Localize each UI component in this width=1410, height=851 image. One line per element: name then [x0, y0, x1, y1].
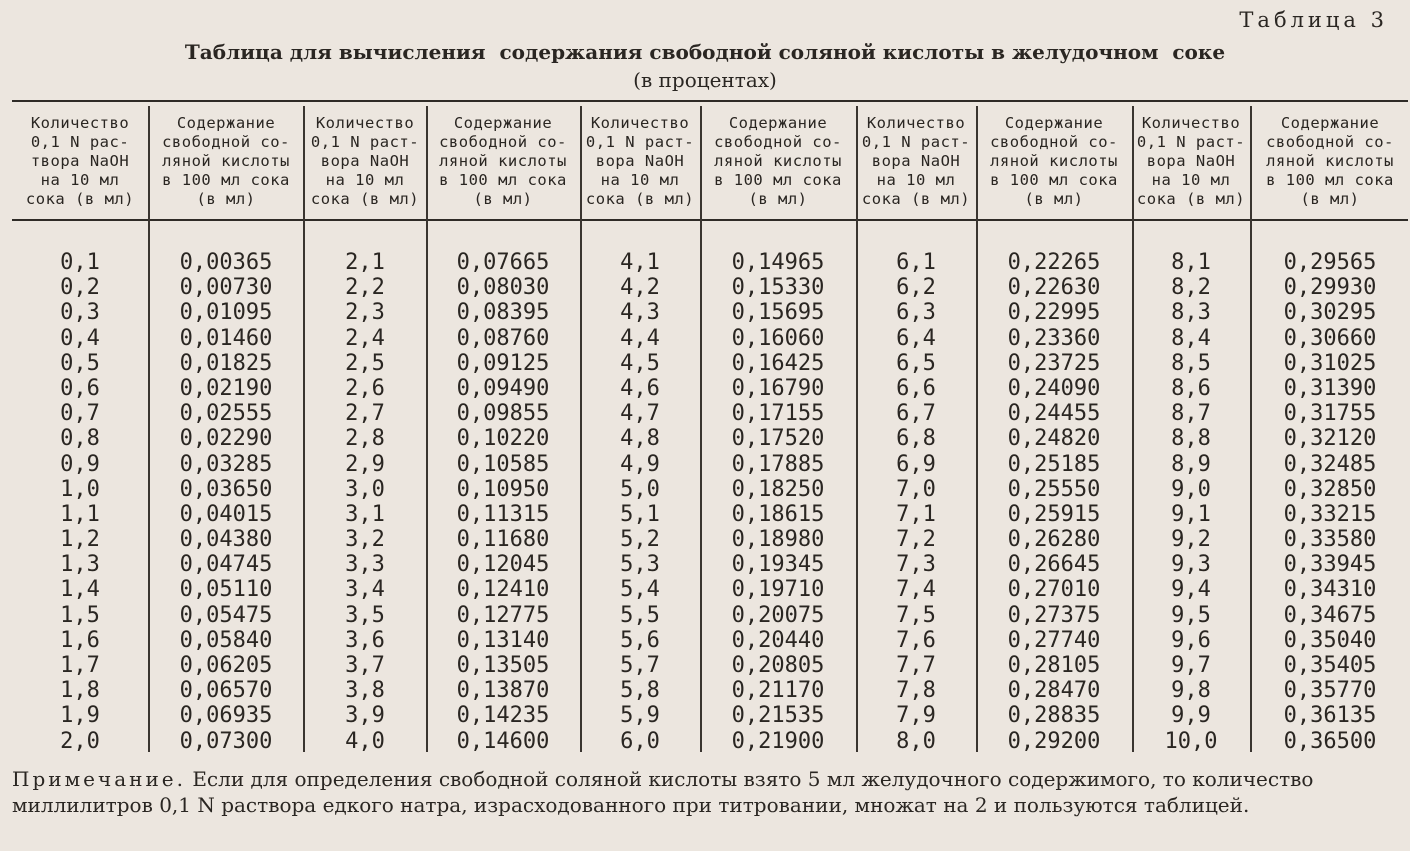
naoh-column — [304, 104, 426, 752]
naoh-value-cell: 2,2 — [345, 275, 385, 301]
hcl-value-cell: 0,23360 — [1007, 325, 1101, 351]
column-header-line: Количество — [866, 113, 966, 132]
naoh-value-cell: 1,3 — [60, 552, 100, 578]
table-subtitle: (в процентах) — [633, 68, 777, 92]
top-rule — [12, 100, 1408, 102]
column-header-line: вора NaOH — [871, 151, 961, 170]
hcl-value-cell: 0,04745 — [179, 552, 273, 578]
hcl-value-cell: 0,14965 — [731, 250, 825, 275]
naoh-value-cell: 4,1 — [620, 250, 660, 275]
column-header — [1252, 104, 1408, 218]
hcl-value-cell: 0,18250 — [731, 476, 825, 502]
naoh-value-cell: 9,7 — [1171, 653, 1211, 678]
naoh-value-cell: 7,9 — [896, 703, 936, 729]
hcl-value-cell: 0,17155 — [731, 401, 825, 427]
naoh-value-cell: 1,5 — [60, 602, 100, 628]
column-header-line: твора NaOH — [30, 151, 130, 170]
naoh-value-cell: 6,6 — [896, 375, 936, 401]
naoh-value-cell: 7,4 — [896, 577, 936, 603]
column-header-line: Содержание — [176, 113, 276, 132]
hcl-value-cell: 0,03285 — [179, 451, 273, 477]
hcl-value-cell: 0,15330 — [731, 275, 825, 301]
naoh-value-cell: 10,0 — [1164, 728, 1218, 754]
column-header-line: сока (в мл) — [1136, 189, 1246, 208]
hcl-value-cell: 0,20805 — [731, 653, 825, 678]
naoh-value-cell: 5,2 — [620, 527, 660, 553]
hcl-value-cell: 0,34310 — [1283, 577, 1377, 603]
column-header-line: вора NaOH — [320, 151, 410, 170]
naoh-value-cell: 4,4 — [620, 325, 660, 351]
column-header-line: 0,1 N раст- — [585, 132, 695, 151]
naoh-column — [12, 104, 148, 752]
hcl-value-cell: 0,03650 — [179, 476, 273, 502]
hcl-value-cell: 0,00365 — [179, 250, 273, 275]
naoh-value-cell: 7,1 — [896, 501, 936, 527]
footnote — [12, 766, 1402, 818]
hcl-value-cell: 0,36500 — [1283, 728, 1377, 754]
column-header-line: на 10 мл — [876, 170, 956, 189]
column-header — [150, 104, 302, 218]
naoh-value-cell: 7,2 — [896, 527, 936, 553]
naoh-value-cell: 9,9 — [1171, 703, 1211, 729]
hcl-value-cell: 0,17520 — [731, 426, 825, 452]
hcl-value-cell: 0,07665 — [456, 250, 550, 275]
hcl-value-cell: 0,30660 — [1283, 325, 1377, 351]
naoh-value-cell: 8,3 — [1171, 300, 1211, 326]
naoh-value-cell: 4,6 — [620, 375, 660, 401]
column-header — [702, 104, 854, 218]
hcl-value-cell: 0,05840 — [179, 627, 273, 653]
hcl-value-cell: 0,20075 — [731, 602, 825, 628]
hcl-value-cell: 0,36135 — [1283, 703, 1377, 729]
hcl-value-cell: 0,25550 — [1007, 476, 1101, 502]
column-header-line: на 10 мл — [600, 170, 680, 189]
hcl-value-cell: 0,34675 — [1283, 602, 1377, 628]
hcl-value-cell: 0,33580 — [1283, 527, 1377, 553]
hcl-value-cell: 0,16790 — [731, 375, 825, 401]
column-header-line: в 100 мл сока — [162, 170, 290, 189]
hcl-value-cell: 0,32850 — [1283, 476, 1377, 502]
hcl-value-cell: 0,21900 — [731, 728, 825, 754]
naoh-value-cell: 3,1 — [345, 501, 385, 527]
naoh-value-cell: 4,2 — [620, 275, 660, 301]
hcl-value-cell: 0,29200 — [1007, 728, 1101, 754]
hcl-value-cell: 0,16425 — [731, 350, 825, 376]
hcl-column — [978, 104, 1130, 752]
naoh-column — [1132, 104, 1250, 752]
naoh-value-cell: 2,9 — [345, 451, 385, 477]
column-header-line: ляной кислоты — [714, 151, 842, 170]
naoh-value-cell: 0,5 — [60, 350, 100, 376]
naoh-value-cell: 4,7 — [620, 401, 660, 427]
naoh-value-cell: 0,7 — [60, 401, 100, 427]
naoh-value-cell: 2,1 — [345, 250, 385, 275]
hcl-value-cell: 0,27375 — [1007, 602, 1101, 628]
naoh-value-cell: 8,9 — [1171, 451, 1211, 477]
column-header-line: сока (в мл) — [25, 189, 135, 208]
naoh-value-cell: 5,1 — [620, 501, 660, 527]
hcl-value-cell: 0,14235 — [456, 703, 550, 729]
column-header-line: 0,1 N раст- — [861, 132, 971, 151]
hcl-value-cell: 0,27740 — [1007, 627, 1101, 653]
naoh-value-cell: 1,6 — [60, 627, 100, 653]
column-header-line: на 10 мл — [325, 170, 405, 189]
hcl-value-cell: 0,28470 — [1007, 678, 1101, 704]
naoh-value-cell: 4,3 — [620, 300, 660, 326]
naoh-value-cell: 0,4 — [60, 325, 100, 351]
footnote-lead: Примечание. — [12, 767, 186, 791]
naoh-value-cell: 6,5 — [896, 350, 936, 376]
hcl-value-cell: 0,02190 — [179, 375, 273, 401]
naoh-value-cell: 0,2 — [60, 275, 100, 301]
naoh-value-cell: 3,9 — [345, 703, 385, 729]
column-header-line: на 10 мл — [40, 170, 120, 189]
hcl-value-cell: 0,09490 — [456, 375, 550, 401]
hcl-value-cell: 0,24090 — [1007, 375, 1101, 401]
hcl-column — [428, 104, 578, 752]
naoh-column — [580, 104, 700, 752]
column-header-line: сока (в мл) — [310, 189, 420, 208]
column-header-line: свободной со- — [990, 132, 1118, 151]
naoh-value-cell: 8,1 — [1171, 250, 1211, 275]
column-header-line: Содержание — [728, 113, 828, 132]
column-header-line: сока (в мл) — [585, 189, 695, 208]
column-header-line: Количество — [1141, 113, 1241, 132]
naoh-value-cell: 1,7 — [60, 653, 100, 678]
column-header-line: ляной кислоты — [990, 151, 1118, 170]
hcl-value-cell: 0,12045 — [456, 552, 550, 578]
naoh-value-cell: 6,8 — [896, 426, 936, 452]
naoh-value-cell: 2,8 — [345, 426, 385, 452]
naoh-value-cell: 3,7 — [345, 653, 385, 678]
naoh-value-cell: 7,6 — [896, 627, 936, 653]
hcl-value-cell: 0,09855 — [456, 401, 550, 427]
hcl-value-cell: 0,25915 — [1007, 501, 1101, 527]
naoh-value-cell: 5,6 — [620, 627, 660, 653]
hcl-value-cell: 0,30295 — [1283, 300, 1377, 326]
hcl-value-cell: 0,27010 — [1007, 577, 1101, 603]
hcl-value-cell: 0,10585 — [456, 451, 550, 477]
naoh-value-cell: 9,1 — [1171, 501, 1211, 527]
naoh-value-cell: 8,7 — [1171, 401, 1211, 427]
hcl-value-cell: 0,01825 — [179, 350, 273, 376]
naoh-value-cell: 6,3 — [896, 300, 936, 326]
hcl-column — [150, 104, 302, 752]
column-header-line: сока (в мл) — [861, 189, 971, 208]
hcl-column — [1252, 104, 1408, 752]
naoh-value-cell: 1,8 — [60, 678, 100, 704]
naoh-value-cell: 9,3 — [1171, 552, 1211, 578]
naoh-value-cell: 7,8 — [896, 678, 936, 704]
column-header-line: на 10 мл — [1151, 170, 1231, 189]
hcl-value-cell: 0,17885 — [731, 451, 825, 477]
column-header — [304, 104, 426, 218]
hcl-value-cell: 0,19710 — [731, 577, 825, 603]
hcl-value-cell: 0,10220 — [456, 426, 550, 452]
column-header-line: Содержание — [1004, 113, 1104, 132]
naoh-value-cell: 3,5 — [345, 602, 385, 628]
hcl-value-cell: 0,24820 — [1007, 426, 1101, 452]
naoh-value-cell: 8,6 — [1171, 375, 1211, 401]
naoh-value-cell: 2,7 — [345, 401, 385, 427]
hcl-value-cell: 0,35770 — [1283, 678, 1377, 704]
naoh-value-cell: 6,2 — [896, 275, 936, 301]
naoh-value-cell: 2,4 — [345, 325, 385, 351]
hcl-value-cell: 0,22995 — [1007, 300, 1101, 326]
naoh-value-cell: 0,3 — [60, 300, 100, 326]
column-header — [580, 104, 700, 218]
naoh-value-cell: 2,0 — [60, 728, 100, 754]
hcl-value-cell: 0,23725 — [1007, 350, 1101, 376]
column-header — [12, 104, 148, 218]
naoh-value-cell: 4,0 — [345, 728, 385, 754]
naoh-value-cell: 7,5 — [896, 602, 936, 628]
naoh-value-cell: 2,6 — [345, 375, 385, 401]
column-header-line: (в мл) — [1300, 189, 1360, 208]
naoh-value-cell: 7,0 — [896, 476, 936, 502]
hcl-value-cell: 0,24455 — [1007, 401, 1101, 427]
hcl-value-cell: 0,21535 — [731, 703, 825, 729]
column-header-line: в 100 мл сока — [1266, 170, 1394, 189]
hcl-value-cell: 0,35405 — [1283, 653, 1377, 678]
hcl-value-cell: 0,12775 — [456, 602, 550, 628]
hcl-value-cell: 0,16060 — [731, 325, 825, 351]
hcl-value-cell: 0,31025 — [1283, 350, 1377, 376]
naoh-value-cell: 5,0 — [620, 476, 660, 502]
hcl-value-cell: 0,00730 — [179, 275, 273, 301]
column-header-line: свободной со- — [1266, 132, 1394, 151]
naoh-value-cell: 8,5 — [1171, 350, 1211, 376]
hcl-value-cell: 0,06935 — [179, 703, 273, 729]
hcl-value-cell: 0,04380 — [179, 527, 273, 553]
naoh-value-cell: 9,5 — [1171, 602, 1211, 628]
hcl-value-cell: 0,33215 — [1283, 501, 1377, 527]
hcl-value-cell: 0,05475 — [179, 602, 273, 628]
hcl-value-cell: 0,04015 — [179, 501, 273, 527]
naoh-value-cell: 2,3 — [345, 300, 385, 326]
naoh-value-cell: 3,4 — [345, 577, 385, 603]
hcl-value-cell: 0,11315 — [456, 501, 550, 527]
naoh-value-cell: 8,4 — [1171, 325, 1211, 351]
column-header-line: Количество — [30, 113, 130, 132]
column-header-line: (в мл) — [196, 189, 256, 208]
hcl-value-cell: 0,28105 — [1007, 653, 1101, 678]
hcl-value-cell: 0,06205 — [179, 653, 273, 678]
naoh-value-cell: 6,9 — [896, 451, 936, 477]
hcl-value-cell: 0,01460 — [179, 325, 273, 351]
hcl-value-cell: 0,18980 — [731, 527, 825, 553]
column-header-line: Содержание — [453, 113, 553, 132]
column-header-line: свободной со- — [162, 132, 290, 151]
hcl-value-cell: 0,22630 — [1007, 275, 1101, 301]
hcl-column — [702, 104, 854, 752]
naoh-value-cell: 3,3 — [345, 552, 385, 578]
hcl-value-cell: 0,18615 — [731, 501, 825, 527]
column-header — [1132, 104, 1250, 218]
naoh-value-cell: 7,3 — [896, 552, 936, 578]
naoh-value-cell: 0,6 — [60, 375, 100, 401]
column-header-line: (в мл) — [748, 189, 808, 208]
hcl-value-cell: 0,13505 — [456, 653, 550, 678]
hcl-value-cell: 0,33945 — [1283, 552, 1377, 578]
hcl-value-cell: 0,19345 — [731, 552, 825, 578]
hcl-value-cell: 0,09125 — [456, 350, 550, 376]
table-title: Таблица для вычисления содержания свободной соляной кислоты в желудочном соке — [184, 40, 1226, 64]
column-header — [856, 104, 976, 218]
hcl-value-cell: 0,29565 — [1283, 250, 1377, 275]
hcl-value-cell: 0,26645 — [1007, 552, 1101, 578]
hcl-value-cell: 0,08395 — [456, 300, 550, 326]
hcl-value-cell: 0,08760 — [456, 325, 550, 351]
hcl-value-cell: 0,02290 — [179, 426, 273, 452]
hcl-value-cell: 0,29930 — [1283, 275, 1377, 301]
hcl-value-cell: 0,01095 — [179, 300, 273, 326]
footnote-text: Если для определения свободной соляной кислоты взято 5 мл желудочного содержимого, то количество миллилитров 0,1 N раствора едкого натра, израсходованного при титровании, множат на 2 и пользуются таблицей. — [12, 767, 1314, 817]
naoh-value-cell: 9,0 — [1171, 476, 1211, 502]
column-header-line: вора NaOH — [595, 151, 685, 170]
column-header-line: свободной со- — [439, 132, 567, 151]
naoh-value-cell: 6,4 — [896, 325, 936, 351]
column-header-line: свободной со- — [714, 132, 842, 151]
naoh-value-cell: 6,1 — [896, 250, 936, 275]
hcl-value-cell: 0,22265 — [1007, 250, 1101, 275]
naoh-value-cell: 1,2 — [60, 527, 100, 553]
naoh-value-cell: 8,2 — [1171, 275, 1211, 301]
hcl-value-cell: 0,06570 — [179, 678, 273, 704]
naoh-value-cell: 9,8 — [1171, 678, 1211, 704]
naoh-value-cell: 5,7 — [620, 653, 660, 678]
column-header — [978, 104, 1130, 218]
naoh-value-cell: 8,8 — [1171, 426, 1211, 452]
naoh-value-cell: 5,3 — [620, 552, 660, 578]
hcl-value-cell: 0,31755 — [1283, 401, 1377, 427]
column-header-line: Количество — [315, 113, 415, 132]
hcl-value-cell: 0,10950 — [456, 476, 550, 502]
hcl-value-cell: 0,21170 — [731, 678, 825, 704]
hcl-value-cell: 0,15695 — [731, 300, 825, 326]
hcl-value-cell: 0,13140 — [456, 627, 550, 653]
hcl-value-cell: 0,13870 — [456, 678, 550, 704]
column-header-line: ляной кислоты — [162, 151, 290, 170]
hcl-value-cell: 0,11680 — [456, 527, 550, 553]
naoh-value-cell: 4,5 — [620, 350, 660, 376]
column-header-line: 0,1 N рас- — [30, 132, 130, 151]
naoh-value-cell: 9,6 — [1171, 627, 1211, 653]
naoh-value-cell: 3,8 — [345, 678, 385, 704]
column-header-line: 0,1 N раст- — [1136, 132, 1246, 151]
hcl-value-cell: 0,14600 — [456, 728, 550, 754]
naoh-column — [856, 104, 976, 752]
hcl-value-cell: 0,35040 — [1283, 627, 1377, 653]
hcl-value-cell: 0,28835 — [1007, 703, 1101, 729]
naoh-value-cell: 3,6 — [345, 627, 385, 653]
column-header-line: вора NaOH — [1146, 151, 1236, 170]
table-number: Таблица 3 — [1239, 8, 1388, 32]
hcl-value-cell: 0,08030 — [456, 275, 550, 301]
naoh-value-cell: 0,1 — [60, 250, 100, 275]
naoh-value-cell: 6,7 — [896, 401, 936, 427]
column-header-line: 0,1 N раст- — [310, 132, 420, 151]
naoh-value-cell: 1,0 — [60, 476, 100, 502]
column-header-line: ляной кислоты — [1266, 151, 1394, 170]
hcl-value-cell: 0,25185 — [1007, 451, 1101, 477]
naoh-value-cell: 8,0 — [896, 728, 936, 754]
naoh-value-cell: 2,5 — [345, 350, 385, 376]
hcl-value-cell: 0,07300 — [179, 728, 273, 754]
naoh-value-cell: 5,4 — [620, 577, 660, 603]
naoh-value-cell: 1,9 — [60, 703, 100, 729]
column-header — [428, 104, 578, 218]
hcl-value-cell: 0,05110 — [179, 577, 273, 603]
hcl-value-cell: 0,02555 — [179, 401, 273, 427]
naoh-value-cell: 5,5 — [620, 602, 660, 628]
naoh-value-cell: 5,9 — [620, 703, 660, 729]
column-header-line: в 100 мл сока — [714, 170, 842, 189]
naoh-value-cell: 3,0 — [345, 476, 385, 502]
column-header-line: ляной кислоты — [439, 151, 567, 170]
naoh-value-cell: 7,7 — [896, 653, 936, 678]
naoh-value-cell: 3,2 — [345, 527, 385, 553]
naoh-value-cell: 6,0 — [620, 728, 660, 754]
hcl-value-cell: 0,31390 — [1283, 375, 1377, 401]
naoh-value-cell: 1,1 — [60, 501, 100, 527]
naoh-value-cell: 4,9 — [620, 451, 660, 477]
column-header-line: (в мл) — [473, 189, 533, 208]
naoh-value-cell: 0,8 — [60, 426, 100, 452]
hcl-value-cell: 0,32485 — [1283, 451, 1377, 477]
hcl-value-cell: 0,12410 — [456, 577, 550, 603]
hcl-value-cell: 0,32120 — [1283, 426, 1377, 452]
naoh-value-cell: 9,4 — [1171, 577, 1211, 603]
naoh-value-cell: 9,2 — [1171, 527, 1211, 553]
column-header-line: в 100 мл сока — [990, 170, 1118, 189]
column-header-line: Количество — [590, 113, 690, 132]
hcl-value-cell: 0,26280 — [1007, 527, 1101, 553]
column-header-line: (в мл) — [1024, 189, 1084, 208]
naoh-value-cell: 0,9 — [60, 451, 100, 477]
naoh-value-cell: 5,8 — [620, 678, 660, 704]
column-header-line: в 100 мл сока — [439, 170, 567, 189]
column-header-line: Содержание — [1280, 113, 1380, 132]
hcl-value-cell: 0,20440 — [731, 627, 825, 653]
naoh-value-cell: 4,8 — [620, 426, 660, 452]
naoh-value-cell: 1,4 — [60, 577, 100, 603]
